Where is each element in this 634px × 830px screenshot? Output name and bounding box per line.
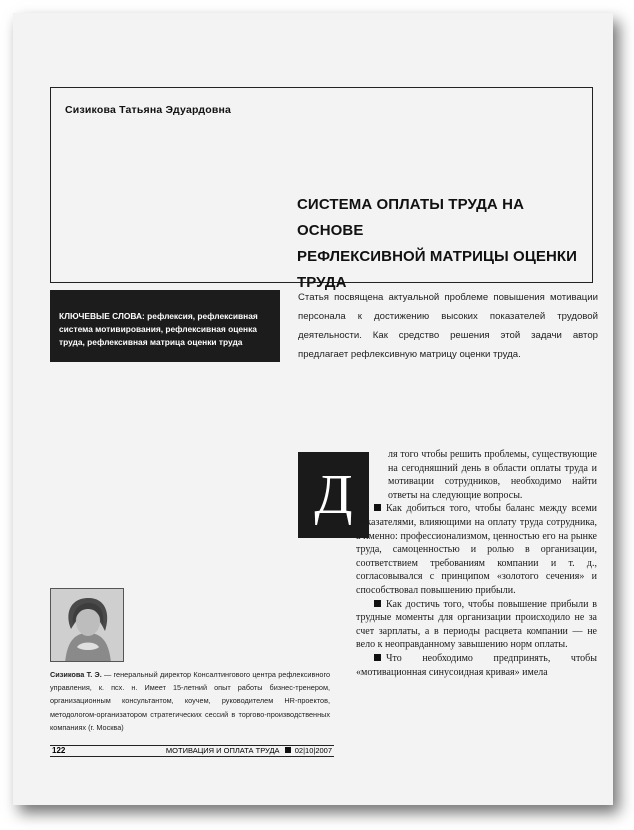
square-bullet-icon	[374, 600, 381, 607]
keywords-text: рефлексия, рефлексивная система мотивирования, рефлексивная оценка труда, рефлексивная матрица оценки труда	[59, 311, 258, 347]
page-footer	[50, 745, 334, 757]
square-separator-icon	[285, 747, 291, 753]
article-body	[356, 448, 597, 679]
body-paragraph: Как достичь того, чтобы повышение прибыли в трудные моменты для организации происходило не за счет зарплаты, а в периоды расцвета компании — не вело к неоправданному завышению норм оплаты.	[356, 598, 597, 651]
keywords-label: КЛЮЧЕВЫЕ СЛОВА:	[59, 311, 145, 321]
magazine-page	[13, 13, 613, 805]
title-line: РЕФЛЕКСИВНОЙ МАТРИЦЫ ОЦЕНКИ	[297, 248, 578, 265]
drop-cap: Д	[298, 452, 369, 538]
author-bio	[50, 668, 330, 734]
author-name: Сизикова Татьяна Эдуардовна	[65, 104, 232, 116]
square-bullet-icon	[374, 504, 381, 511]
author-portrait-image	[51, 589, 124, 662]
issue-number: 02|10|2007	[294, 746, 332, 755]
page-number: 122	[52, 746, 66, 755]
body-paragraph: Что необходимо предпринять, чтобы «мотивационная синусоидная кривая» имела	[356, 652, 597, 678]
author-photo	[50, 588, 124, 662]
bio-name: Сизикова Т. Э.	[50, 670, 102, 679]
article-abstract: Статья посвящена актуальной проблеме повышения мотивации персонала к достижению высоких показателей трудовой деятельности. Как средство решения этой задачи автор предлагает рефлексивную матрицу оценки труда.	[298, 292, 598, 360]
square-bullet-icon	[374, 654, 381, 661]
body-paragraph: Как добиться того, чтобы баланс между всеми показателями, влияющими на оплату труда сотрудника, а именно: профессионализмом, ценностью его на рынке труда, самоценностью и ролью в организации, соответствием требованиям компании и т. д., согласовывался с принципом «золотого сечения» и способствовал повышению прибыли.	[356, 503, 597, 596]
bio-text: — генеральный директор Консалтингового центра рефлексивного управления, к. псх. н. Имеет 15-летний опыт работы бизнес-тренером, организационным консультантом, коучем, руководителем HR-проектов, методологом-организатором стратегических сессий в торгово-производственных компаниях (г. Москва)	[50, 670, 331, 732]
title-line: ТРУДА	[297, 274, 347, 291]
keywords-box	[50, 290, 280, 362]
article-title	[297, 192, 587, 296]
title-line: СИСТЕМА ОПЛАТЫ ТРУДА НА ОСНОВЕ	[297, 196, 524, 239]
header-box	[50, 87, 593, 291]
magazine-name: МОТИВАЦИЯ И ОПЛАТА ТРУДА	[165, 746, 280, 755]
magazine-info	[166, 746, 332, 756]
body-intro: ля того чтобы решить проблемы, существующие на сегодняшний день в области оплаты труда и мотивации сотрудников, необходимо найти ответы на следующие вопросы.	[388, 449, 597, 501]
